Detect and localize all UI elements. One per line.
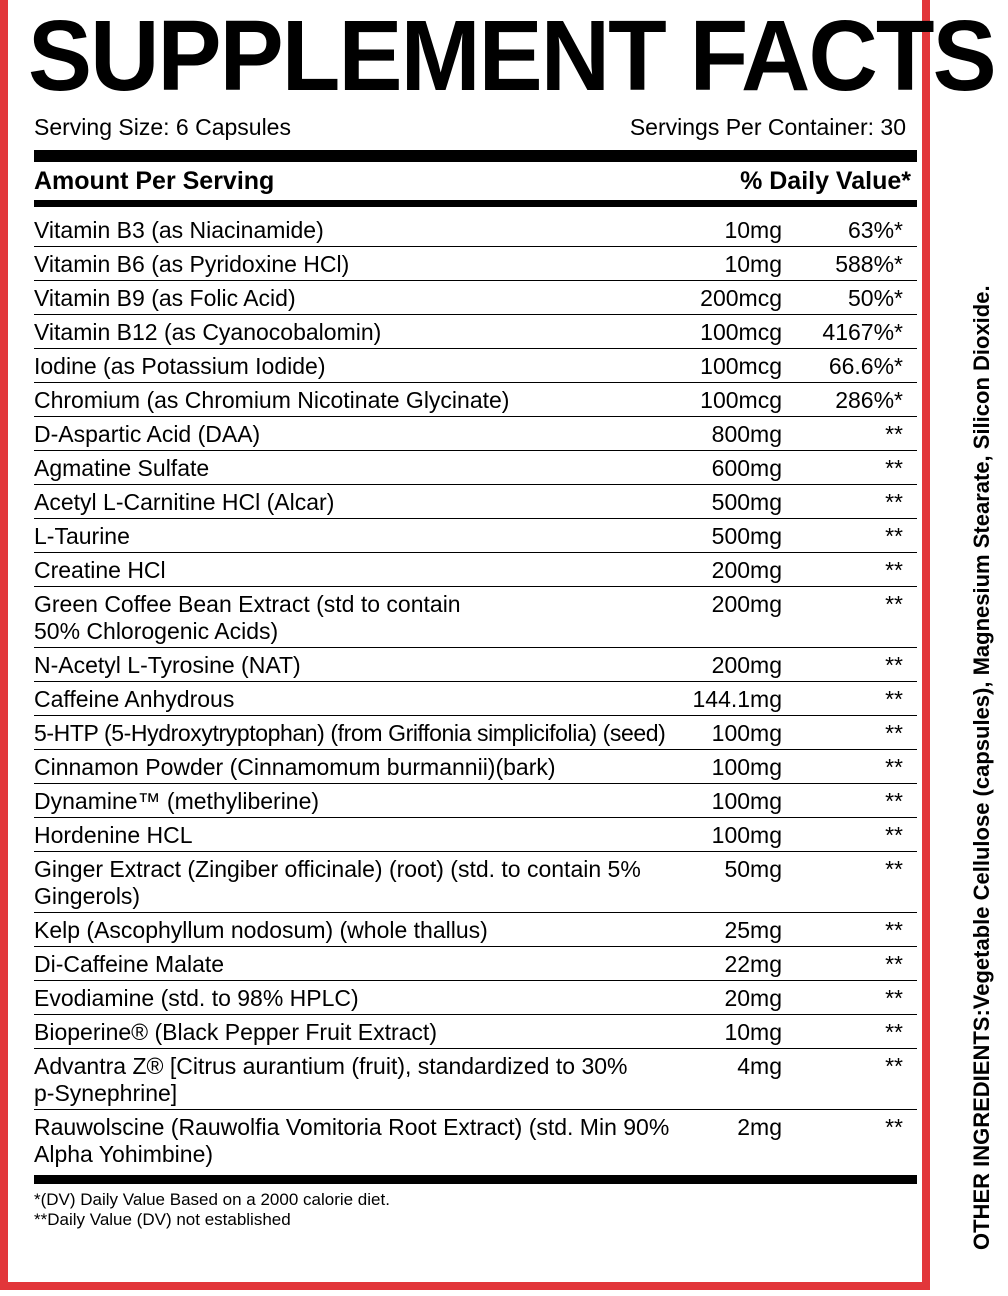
ingredient-name: Vitamin B6 (as Pyridoxine HCl): [34, 251, 350, 277]
ingredient-dv: **: [885, 917, 903, 943]
ingredient-amount: 500mg: [711, 489, 782, 515]
ingredient-name: Evodiamine (std. to 98% HPLC): [34, 985, 359, 1011]
ingredient-dv: **: [885, 754, 903, 780]
ingredient-amount: 200mg: [711, 591, 782, 617]
table-header: [34, 164, 911, 198]
ingredient-name: Di-Caffeine Malate: [34, 951, 225, 977]
ingredient-amount: 22mg: [724, 951, 782, 977]
table-row: [34, 648, 917, 682]
table-row: [34, 1049, 917, 1110]
table-row: [34, 1110, 917, 1171]
ingredient-amount: 10mg: [724, 217, 782, 243]
panel-title: SUPPLEMENT FACTS: [28, 0, 995, 112]
ingredient-dv: **: [885, 985, 903, 1011]
other-ingredients-label: OTHER INGREDIENTS:: [969, 1009, 994, 1250]
ingredient-dv: 286%*: [835, 387, 903, 413]
ingredient-amount: 100mg: [711, 788, 782, 814]
ingredient-dv: **: [885, 951, 903, 977]
bottom-divider: [34, 1175, 917, 1184]
ingredient-amount: 100mcg: [700, 387, 782, 413]
table-row: [34, 519, 917, 553]
servings-per-container: Servings Per Container: 30: [629, 114, 906, 140]
amount-per-serving-label: Amount Per Serving: [34, 167, 275, 195]
ingredient-amount: 600mg: [711, 455, 782, 481]
ingredient-dv: **: [885, 523, 903, 549]
ingredient-dv: **: [885, 1019, 903, 1045]
ingredient-amount: 144.1mg: [692, 686, 782, 712]
table-row: [34, 981, 917, 1015]
ingredient-name: Creatine HCl: [34, 557, 166, 583]
ingredient-dv: **: [885, 720, 903, 746]
table-row: [34, 682, 917, 716]
ingredient-amount: 200mcg: [700, 285, 782, 311]
ingredient-name: N-Acetyl L-Tyrosine (NAT): [34, 652, 301, 678]
table-row: [34, 451, 917, 485]
ingredient-name: Bioperine® (Black Pepper Fruit Extract): [34, 1019, 437, 1045]
ingredient-name: Cinnamon Powder (Cinnamomum burmannii)(bark): [34, 754, 556, 780]
ingredient-dv: 66.6%*: [828, 353, 903, 379]
ingredient-amount: 100mg: [711, 720, 782, 746]
table-row: [34, 213, 917, 247]
ingredient-amount: 20mg: [724, 985, 782, 1011]
table-row: [34, 485, 917, 519]
table-row: [34, 947, 917, 981]
table-row: [34, 383, 917, 417]
ingredient-dv: **: [885, 686, 903, 712]
ingredient-amount: 200mg: [711, 557, 782, 583]
ingredient-dv: **: [885, 652, 903, 678]
ingredient-amount: 2mg: [737, 1114, 782, 1140]
table-row: [34, 784, 917, 818]
ingredient-dv: 588%*: [835, 251, 903, 277]
ingredient-name: Vitamin B12 (as Cyanocobalomin): [34, 319, 382, 345]
table-row: [34, 913, 917, 947]
table-row: [34, 852, 917, 913]
ingredient-dv: 50%*: [848, 285, 903, 311]
ingredient-dv: **: [885, 1053, 903, 1079]
other-ingredients: [968, 285, 996, 1250]
ingredient-name: Acetyl L-Carnitine HCl (Alcar): [34, 489, 335, 515]
ingredient-name: Vitamin B3 (as Niacinamide): [34, 217, 324, 243]
ingredient-dv: **: [885, 421, 903, 447]
ingredient-dv: **: [885, 1114, 903, 1140]
ingredient-amount: 100mg: [711, 822, 782, 848]
table-row: [34, 587, 917, 648]
ingredient-name: Rauwolscine (Rauwolfia Vomitoria Root Extract) (std. Min 90% Alpha Yohimbine): [34, 1114, 670, 1167]
serving-size: Serving Size: 6 Capsules: [34, 114, 291, 140]
ingredient-amount: 10mg: [724, 251, 782, 277]
medium-divider: [34, 200, 917, 207]
daily-value-label: % Daily Value*: [740, 167, 911, 195]
ingredient-name: Vitamin B9 (as Folic Acid): [34, 285, 296, 311]
ingredient-name: D-Aspartic Acid (DAA): [34, 421, 261, 447]
table-row: [34, 553, 917, 587]
ingredient-name: Caffeine Anhydrous: [34, 686, 235, 712]
footnotes: [34, 1190, 834, 1230]
table-row: [34, 247, 917, 281]
ingredient-amount: 200mg: [711, 652, 782, 678]
ingredient-dv: **: [885, 557, 903, 583]
table-row: [34, 750, 917, 784]
daily-value-footnote: *(DV) Daily Value Based on a 2000 calorie diet.: [34, 1190, 390, 1209]
table-row: [34, 315, 917, 349]
ingredient-amount: 4mg: [737, 1053, 782, 1079]
ingredient-dv: **: [885, 591, 903, 617]
ingredient-amount: 100mg: [711, 754, 782, 780]
ingredient-amount: 100mcg: [700, 353, 782, 379]
ingredient-name: Agmatine Sulfate: [34, 455, 210, 481]
ingredient-name: Dynamine™ (methyliberine): [34, 788, 320, 814]
ingredient-name: L-Taurine: [34, 523, 130, 549]
ingredient-name: 5-HTP (5-Hydroxytryptophan) (from Griffonia simplicifolia) (seed): [34, 720, 666, 746]
ingredient-amount: 50mg: [724, 856, 782, 882]
ingredient-amount: 100mcg: [700, 319, 782, 345]
ingredients-table: [34, 213, 917, 1171]
table-row: [34, 417, 917, 451]
ingredient-dv: **: [885, 822, 903, 848]
table-row: [34, 281, 917, 315]
ingredient-dv: **: [885, 856, 903, 882]
ingredient-name: Advantra Z® [Citrus aurantium (fruit), standardized to 30% p-Synephrine]: [34, 1053, 628, 1106]
table-row: [34, 1015, 917, 1049]
table-row: [34, 716, 917, 750]
ingredient-name: Iodine (as Potassium Iodide): [34, 353, 326, 379]
ingredient-amount: 25mg: [724, 917, 782, 943]
thick-divider: [34, 150, 917, 162]
not-established-footnote: **Daily Value (DV) not established: [34, 1210, 291, 1229]
ingredient-name: Hordenine HCL: [34, 822, 193, 848]
ingredient-dv: **: [885, 455, 903, 481]
serving-info: [28, 112, 906, 142]
ingredient-amount: 500mg: [711, 523, 782, 549]
other-ingredients-text: Vegetable Cellulose (capsules), Magnesium Stearate, Silicon Dioxide.: [969, 285, 994, 1010]
table-row: [34, 349, 917, 383]
table-row: [34, 818, 917, 852]
ingredient-dv: **: [885, 489, 903, 515]
ingredient-amount: 10mg: [724, 1019, 782, 1045]
ingredient-name: Chromium (as Chromium Nicotinate Glycinate): [34, 387, 510, 413]
ingredient-amount: 800mg: [711, 421, 782, 447]
ingredient-name: Green Coffee Bean Extract (std to contain 50% Chlorogenic Acids): [34, 591, 461, 644]
ingredient-dv: 4167%*: [822, 319, 903, 345]
ingredient-name: Ginger Extract (Zingiber officinale) (root) (std. to contain 5% Gingerols): [34, 856, 641, 909]
ingredient-dv: **: [885, 788, 903, 814]
ingredient-dv: 63%*: [848, 217, 903, 243]
ingredient-name: Kelp (Ascophyllum nodosum) (whole thallus): [34, 917, 488, 943]
